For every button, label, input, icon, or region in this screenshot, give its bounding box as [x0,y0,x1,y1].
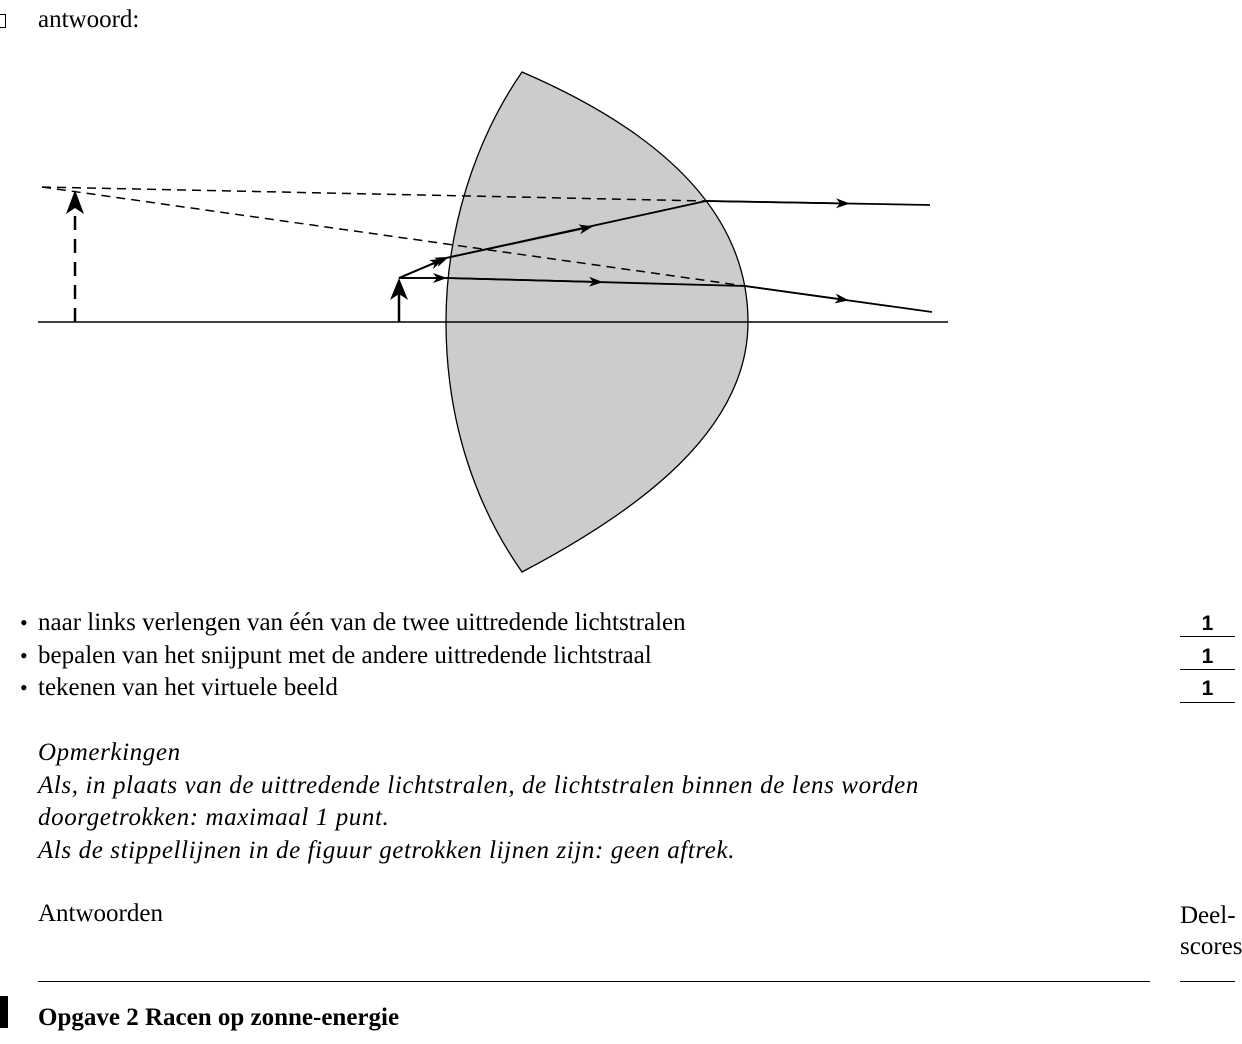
criterion-1: naar links verlengen van één van de twee uittredende lichtstralen [38,609,686,636]
score-underline [1180,669,1235,670]
answer-label: antwoord: [38,6,140,33]
criterion-2: bepalen van het snijpunt met de andere uittredende lichtstraal [38,642,652,669]
scores-column-header-2: scores [1180,933,1242,960]
score-underline [1180,702,1235,703]
section-title: Opgave 2 Racen op zonne-energie [38,1004,400,1031]
remark-line: Als de stippellijnen in de figuur getrokken lijnen zijn: geen aftrek. [38,837,736,864]
score-underline [1180,636,1235,637]
bullet: • [20,643,28,668]
score-3: 1 [1201,677,1214,700]
bullet: • [20,675,28,700]
section-marker [0,996,8,1028]
criterion-3: tekenen van het virtuele beeld [38,674,338,701]
score-divider [1180,981,1235,982]
scores-column-header-1: Deel- [1180,902,1236,929]
header-divider [38,981,1150,982]
remarks-title: Opmerkingen [38,739,181,766]
remark-line: Als, in plaats van de uittredende lichtstralen, de lichtstralen binnen de lens worden [38,772,919,799]
answers-column-header: Antwoorden [38,900,163,927]
virtual-image-arrowhead [66,190,84,214]
score-1: 1 [1201,612,1214,635]
remark-line: doorgetrokken: maximaal 1 punt. [38,804,390,831]
bullet: • [20,610,28,635]
score-2: 1 [1201,645,1214,668]
